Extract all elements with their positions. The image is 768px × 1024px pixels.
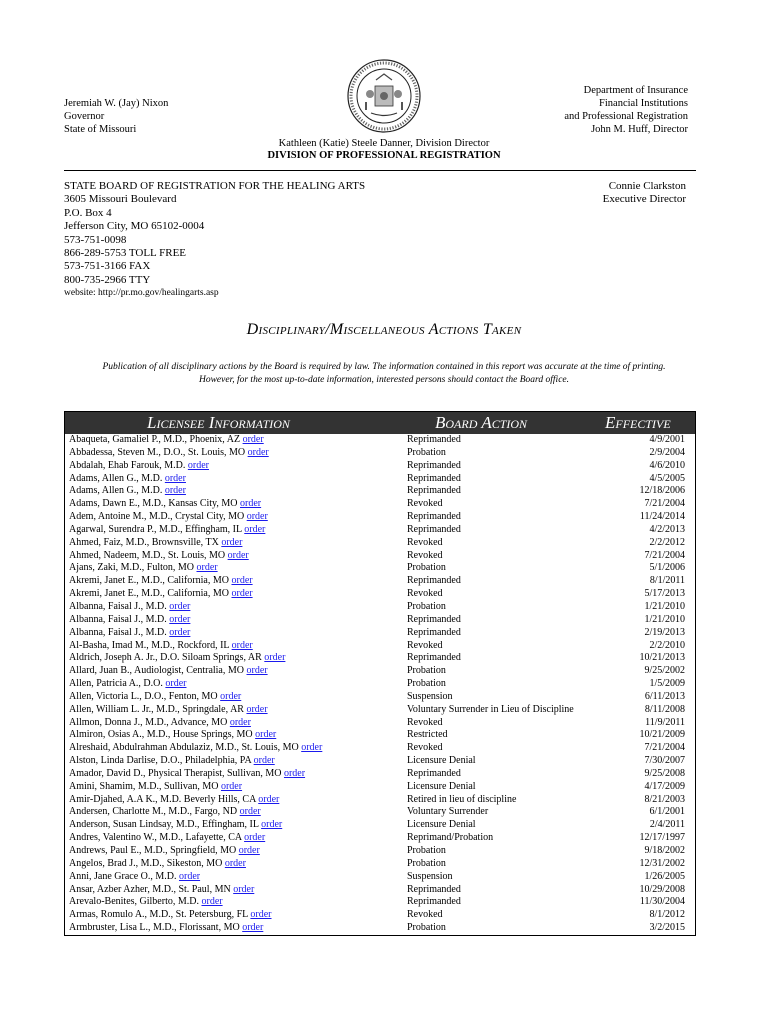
board-toll-free: 866-289-5753 TOLL FREE [64, 247, 187, 260]
licensee-cell [69, 601, 190, 614]
board-action-cell: Licensure Denial [407, 780, 476, 792]
effective-date-cell: 2/4/2011 [649, 819, 685, 831]
table-row [65, 768, 695, 781]
licensee-name: Abbadessa, Steven M., D.O., St. Louis, MO [69, 446, 246, 458]
board-action-cell: Revoked [407, 742, 443, 754]
board-action-cell: Reprimanded [407, 511, 461, 523]
licensee-cell [69, 781, 242, 794]
board-action-cell: Probation [407, 562, 446, 574]
board-action-cell: Probation [407, 845, 446, 856]
order-link[interactable]: order [169, 600, 191, 612]
licensee-cell [69, 794, 279, 807]
notice-line: Publication of all disciplinary actions by the Board is required by law. The information contained in this report was accurate at the time of printing. [102, 362, 666, 372]
licensee-cell [69, 871, 200, 884]
board-action-cell: Reprimanded [407, 575, 461, 587]
order-link[interactable]: order [231, 639, 253, 651]
board-action-cell: Licensure Denial [407, 819, 476, 831]
board-name: STATE BOARD OF REGISTRATION FOR THE HEALING ARTS [64, 180, 366, 192]
header-divider [64, 170, 696, 171]
order-link[interactable]: order [221, 536, 243, 548]
board-action-cell: Reprimanded [407, 434, 461, 445]
effective-date-cell: 10/21/2009 [639, 729, 685, 741]
header-licensee-information: Licensee Information [147, 413, 290, 432]
order-link[interactable]: order [244, 832, 266, 844]
effective-date-cell: 7/21/2004 [644, 742, 685, 754]
licensee-name: Ahmed, Nadeem, M.D., St. Louis, MO [69, 549, 226, 561]
licensee-cell [69, 755, 275, 768]
licensee-name: Ahmed, Faiz, M.D., Brownsville, TX [69, 536, 219, 548]
licensee-cell [69, 909, 272, 922]
executive-director-title: Executive Director [602, 193, 686, 206]
board-action-cell: Suspension [407, 870, 453, 882]
licensee-cell [69, 717, 251, 730]
licensee-name: Akremi, Janet E., M.D., California, MO [69, 588, 229, 600]
licensee-cell [69, 832, 265, 845]
effective-date-cell: 8/11/2008 [644, 703, 685, 715]
table-row [65, 884, 695, 897]
order-link[interactable]: order [231, 588, 253, 600]
licensee-name: Andersen, Charlotte M., M.D., Fargo, ND [69, 806, 238, 818]
executive-director-block [603, 180, 686, 207]
licensee-name: Albanna, Faisal J., M.D. [69, 613, 167, 625]
effective-date-cell: 11/24/2014 [639, 511, 685, 523]
effective-date-cell: 12/18/2006 [639, 485, 685, 497]
licensee-name: Alston, Linda Darlise, D.O., Philadelphia, PA [69, 755, 252, 767]
licensee-cell [69, 742, 322, 755]
licensee-cell [69, 575, 253, 588]
order-link[interactable]: order [253, 755, 275, 767]
notice-line: However, for the most up-to-date information, interested persons should contact the Board office. [198, 374, 569, 385]
board-action-cell: Reprimanded [407, 459, 461, 471]
order-link[interactable]: order [169, 613, 191, 625]
order-link[interactable]: order [227, 549, 249, 561]
state-name: State of Missouri [64, 124, 137, 135]
table-row [65, 627, 695, 640]
licensee-cell [69, 884, 254, 897]
board-phone: 573-751-0098 [64, 233, 127, 246]
order-link[interactable]: order [231, 575, 253, 587]
order-link[interactable]: order [165, 678, 187, 690]
table-body [65, 434, 695, 935]
order-link[interactable]: order [255, 729, 277, 741]
board-action-cell: Probation [407, 678, 446, 690]
licensee-cell [69, 537, 242, 550]
licensee-cell [69, 858, 246, 871]
licensee-name: Albanna, Faisal J., M.D. [69, 600, 167, 612]
effective-date-cell: 4/6/2010 [649, 459, 685, 471]
board-action-cell: Probation [407, 446, 446, 458]
licensee-cell [69, 614, 190, 627]
order-link[interactable]: order [238, 845, 260, 856]
licensee-cell [69, 447, 269, 460]
licensee-cell [69, 460, 209, 473]
licensee-name: Ajans, Zaki, M.D., Fulton, MO [69, 562, 194, 574]
board-website: website: http://pr.mo.gov/healingarts.asp [64, 288, 219, 299]
licensee-cell [69, 768, 305, 781]
effective-date-cell: 1/21/2010 [644, 600, 685, 612]
licensee-cell [69, 473, 186, 486]
missouri-state-seal [346, 58, 422, 134]
licensee-name: Adem, Antoine M., M.D., Crystal City, MO [69, 511, 245, 523]
table-row [65, 896, 695, 909]
table-row [65, 871, 695, 884]
licensee-cell [69, 562, 218, 575]
licensee-name: Andrews, Paul E., M.D., Springfield, MO [69, 845, 237, 856]
order-link[interactable]: order [169, 626, 191, 638]
licensee-name: Amini, Shamim, M.D., Sullivan, MO [69, 780, 219, 792]
board-action-cell: Reprimanded [407, 626, 461, 638]
licensee-cell [69, 524, 265, 537]
table-row [65, 704, 695, 717]
licensee-name: Adams, Allen G., M.D. [69, 485, 163, 497]
order-link[interactable]: order [250, 909, 272, 921]
table-row [65, 434, 695, 447]
department-block [564, 84, 688, 136]
table-row [65, 460, 695, 473]
table-row [65, 922, 695, 935]
licensee-name: Arevalo-Benites, Gilberto, M.D. [69, 896, 199, 908]
department-line: Department of Insurance [583, 85, 688, 96]
effective-date-cell: 11/30/2004 [639, 896, 685, 908]
effective-date-cell: 7/21/2004 [644, 549, 685, 561]
licensee-name: Agarwal, Surendra P., M.D., Effingham, IL [69, 523, 242, 535]
order-link[interactable]: order [242, 922, 264, 934]
board-action-cell: Voluntary Surrender in Lieu of Discipline [407, 703, 574, 715]
order-link[interactable]: order [196, 562, 218, 574]
licensee-name: Adams, Dawn E., M.D., Kansas City, MO [69, 498, 238, 510]
board-action-cell: Reprimand/Probation [407, 832, 494, 844]
licensee-cell [69, 845, 260, 858]
board-action-cell: Restricted [407, 729, 448, 741]
licensee-cell [69, 922, 263, 935]
board-action-cell: Revoked [407, 639, 443, 651]
governor-title: Governor [64, 111, 105, 122]
licensee-cell [69, 691, 241, 704]
licensee-cell [69, 678, 186, 691]
table-row [65, 845, 695, 858]
effective-date-cell: 11/9/2011 [645, 716, 685, 728]
licensee-name: Allen, Patricia A., D.O. [69, 678, 163, 690]
effective-date-cell: 2/9/2004 [649, 446, 685, 458]
order-link[interactable]: order [240, 498, 262, 510]
licensee-cell [69, 729, 276, 742]
header-board-action: Board Action [435, 413, 528, 432]
table-row [65, 550, 695, 563]
effective-date-cell: 9/25/2008 [644, 767, 685, 779]
table-row [65, 794, 695, 807]
effective-date-cell: 9/18/2002 [644, 845, 685, 856]
effective-date-cell: 9/25/2002 [644, 665, 685, 677]
department-line: Financial Institutions [599, 98, 688, 109]
board-action-cell: Reprimanded [407, 485, 461, 497]
department-line: and Professional Registration [564, 111, 688, 122]
order-link[interactable]: order [246, 511, 268, 523]
licensee-name: Angelos, Brad J., M.D., Sikeston, MO [69, 857, 223, 869]
order-link[interactable]: order [233, 883, 255, 895]
order-link[interactable]: order [246, 703, 268, 715]
board-street: 3605 Missouri Boulevard [64, 193, 177, 206]
governor-block [64, 97, 168, 136]
board-action-cell: Revoked [407, 716, 443, 728]
licensee-cell [69, 498, 261, 511]
licensee-name: Allmon, Donna J., M.D., Advance, MO [69, 716, 228, 728]
board-city: Jefferson City, MO 65102-0004 [64, 220, 205, 233]
licensee-name: Amador, David D., Physical Therapist, Sullivan, MO [69, 767, 282, 779]
table-row [65, 858, 695, 871]
effective-date-cell: 5/1/2006 [649, 562, 685, 574]
licensee-name: Anderson, Susan Lindsay, M.D., Effingham, IL [69, 819, 259, 831]
board-tty: 800-735-2966 TTY [64, 273, 151, 286]
effective-date-cell: 5/17/2013 [644, 588, 685, 600]
order-link[interactable]: order [301, 742, 323, 754]
actions-table [64, 411, 696, 936]
licensee-cell [69, 640, 253, 653]
licensee-name: Amir-Djahed, A.A K., M.D. Beverly Hills, CA [69, 793, 256, 805]
licensee-name: Al-Basha, Imad M., M.D., Rockford, IL [69, 639, 230, 651]
order-link[interactable]: order [239, 806, 261, 818]
board-action-cell: Suspension [407, 690, 453, 702]
effective-date-cell: 4/5/2005 [649, 472, 685, 484]
table-row [65, 498, 695, 511]
page-title: Disciplinary/Miscellaneous Actions Taken [246, 321, 522, 338]
table-row [65, 742, 695, 755]
board-action-cell: Revoked [407, 536, 443, 548]
board-action-cell: Probation [407, 600, 446, 612]
board-action-cell: Reprimanded [407, 472, 461, 484]
licensee-name: Ansar, Azber Azher, M.D., St. Paul, MN [69, 883, 231, 895]
effective-date-cell: 2/2/2010 [649, 639, 685, 651]
order-link[interactable]: order [164, 472, 186, 484]
order-link[interactable]: order [178, 870, 201, 882]
effective-date-cell: 6/11/2013 [644, 690, 685, 702]
board-po-box: P.O. Box 4 [64, 206, 112, 219]
table-row [65, 909, 695, 922]
order-link[interactable]: order [224, 857, 246, 869]
licensee-name: Abdalah, Ehab Farouk, M.D. [69, 459, 186, 471]
board-action-cell: Reprimanded [407, 613, 461, 625]
order-link[interactable]: order [220, 690, 242, 702]
effective-date-cell: 6/1/2001 [649, 806, 685, 818]
table-row [65, 588, 695, 601]
licensee-name: Akremi, Janet E., M.D., California, MO [69, 575, 229, 587]
division-director: Kathleen (Katie) Steele Danner, Division Director [278, 138, 490, 149]
licensee-cell [69, 806, 261, 819]
table-row [65, 755, 695, 768]
licensee-name: Andres, Valentino W., M.D., Lafayette, CA [69, 832, 242, 844]
table-row [65, 806, 695, 819]
effective-date-cell: 1/26/2005 [644, 870, 685, 882]
effective-date-cell: 4/17/2009 [644, 780, 685, 792]
table-row [65, 524, 695, 537]
effective-date-cell: 8/1/2011 [649, 575, 685, 587]
effective-date-cell: 3/2/2015 [649, 922, 685, 934]
effective-date-cell: 10/29/2008 [639, 883, 685, 895]
table-row [65, 729, 695, 742]
table-row [65, 832, 695, 845]
licensee-cell [69, 652, 285, 665]
division-block [0, 138, 768, 162]
publication-notice [70, 361, 698, 386]
table-row [65, 819, 695, 832]
order-link[interactable]: order [283, 767, 306, 779]
header-effective: Effective [605, 413, 671, 432]
order-link[interactable]: order [242, 434, 264, 445]
licensee-name: Albanna, Faisal J., M.D. [69, 626, 167, 638]
order-link[interactable]: order [229, 716, 251, 728]
order-link[interactable]: order [187, 459, 209, 471]
board-fax: 573-751-3166 FAX [64, 260, 151, 273]
table-row [65, 447, 695, 460]
licensee-name: Armas, Romulo A., M.D., St. Petersburg, FL [69, 909, 248, 921]
effective-date-cell: 1/5/2009 [649, 678, 685, 690]
licensee-cell [69, 550, 249, 563]
board-action-cell: Reprimanded [407, 652, 461, 664]
board-action-cell: Revoked [407, 588, 443, 600]
table-header [65, 412, 695, 434]
licensee-name: Adams, Allen G., M.D. [69, 472, 163, 484]
licensee-cell [69, 896, 223, 909]
effective-date-cell: 4/9/2001 [649, 434, 685, 445]
effective-date-cell: 10/21/2013 [639, 652, 685, 664]
table-row [65, 485, 695, 498]
board-action-cell: Reprimanded [407, 767, 461, 779]
licensee-name: Aldrich, Joseph A. Jr., D.O. Siloam Springs, AR [69, 652, 262, 664]
effective-date-cell: 1/21/2010 [644, 613, 685, 625]
licensee-name: Anni, Jane Grace O., M.D. [69, 870, 177, 882]
board-action-cell: Reprimanded [407, 896, 461, 908]
effective-date-cell: 8/21/2003 [644, 793, 685, 805]
table-row [65, 537, 695, 550]
executive-director-name: Connie Clarkston [608, 180, 686, 192]
table-row [65, 614, 695, 627]
licensee-cell [69, 627, 190, 640]
board-action-cell: Probation [407, 665, 446, 677]
order-link[interactable]: order [164, 485, 186, 497]
table-row [65, 678, 695, 691]
licensee-name: Almiron, Osias A., M.D., House Springs, MO [69, 729, 253, 741]
effective-date-cell: 2/19/2013 [644, 626, 685, 638]
effective-date-cell: 2/2/2012 [649, 536, 685, 548]
board-action-cell: Probation [407, 922, 446, 934]
table-row [65, 640, 695, 653]
table-row [65, 652, 695, 665]
licensee-cell [69, 434, 264, 447]
table-row [65, 717, 695, 730]
effective-date-cell: 7/30/2007 [644, 755, 685, 767]
licensee-name: Abaqueta, Gamaliel P., M.D., Phoenix, AZ [69, 434, 241, 445]
licensee-cell [69, 704, 268, 717]
effective-date-cell: 8/1/2012 [649, 909, 685, 921]
table-row [65, 511, 695, 524]
licensee-cell [69, 819, 282, 832]
licensee-name: Alreshaid, Abdulrahman Abdulaziz, M.D., St. Louis, MO [69, 742, 299, 754]
board-action-cell: Reprimanded [407, 883, 461, 895]
effective-date-cell: 7/21/2004 [644, 498, 685, 510]
licensee-name: Allard, Juan B., Audiologist, Centralia, MO [69, 665, 244, 677]
board-action-cell: Licensure Denial [407, 755, 476, 767]
table-row [65, 575, 695, 588]
table-row [65, 562, 695, 575]
board-address-block [64, 180, 365, 301]
order-link[interactable]: order [258, 793, 280, 805]
board-action-cell: Voluntary Surrender [407, 806, 489, 818]
board-action-cell: Reprimanded [407, 523, 461, 535]
licensee-cell [69, 665, 268, 678]
order-link[interactable]: order [246, 665, 268, 677]
order-link[interactable]: order [220, 780, 243, 792]
governor-name: Jeremiah W. (Jay) Nixon [64, 98, 169, 109]
order-link[interactable]: order [264, 652, 286, 664]
licensee-name: Armbruster, Lisa L., M.D., Florissant, MO [69, 922, 240, 934]
table-row [65, 691, 695, 704]
effective-date-cell: 12/31/2002 [639, 857, 685, 869]
board-action-cell: Retired in lieu of discipline [407, 793, 517, 805]
effective-date-cell: 4/2/2013 [649, 523, 685, 535]
order-link[interactable]: order [244, 523, 266, 535]
board-action-cell: Revoked [407, 549, 443, 561]
table-row [65, 781, 695, 794]
board-action-cell: Revoked [407, 909, 443, 921]
effective-date-cell: 12/17/1997 [639, 832, 685, 844]
licensee-name: Allen, Victoria L., D.O., Fenton, MO [69, 690, 218, 702]
licensee-name: Allen, William L. Jr., M.D., Springdale, AR [69, 703, 244, 715]
table-row [65, 473, 695, 486]
board-action-cell: Probation [407, 857, 446, 869]
licensee-cell [69, 485, 186, 498]
licensee-cell [69, 588, 253, 601]
department-director: John M. Huff, Director [591, 124, 688, 135]
table-row [65, 601, 695, 614]
order-link[interactable]: order [201, 896, 223, 908]
order-link[interactable]: order [247, 446, 269, 458]
licensee-cell [69, 511, 268, 524]
table-row [65, 665, 695, 678]
order-link[interactable]: order [261, 819, 283, 831]
board-action-cell: Revoked [407, 498, 443, 510]
division-title: DIVISION OF PROFESSIONAL REGISTRATION [267, 150, 501, 161]
